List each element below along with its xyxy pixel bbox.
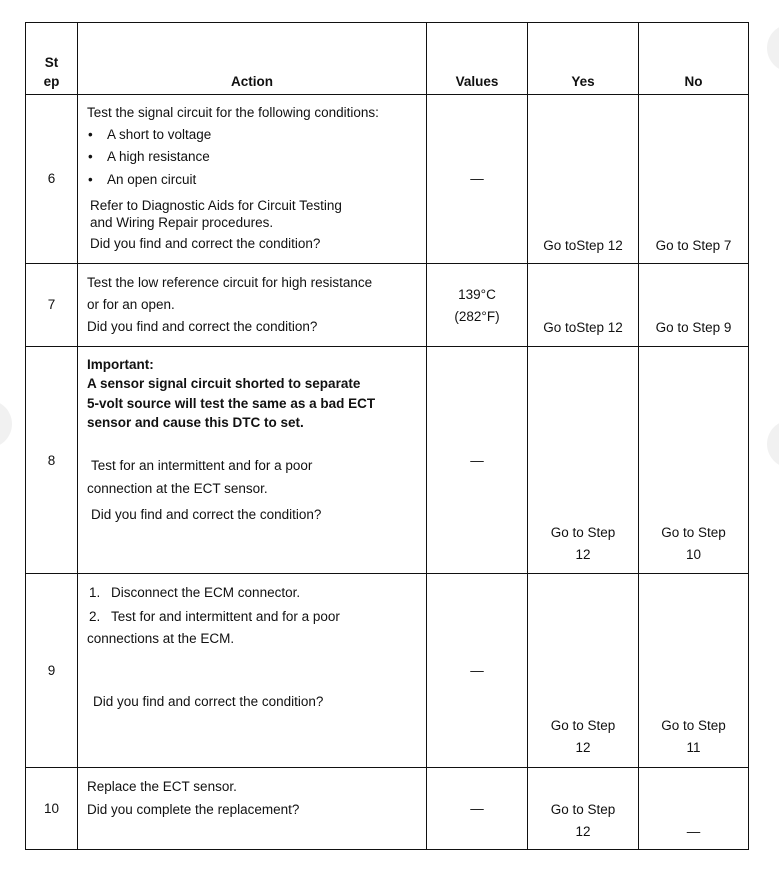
action-text: Test the low reference circuit for high resistance (87, 275, 373, 290)
value-text: — (470, 171, 484, 186)
header-no (639, 23, 749, 95)
important-text: sensor and cause this DTC to set. (87, 415, 304, 430)
list-item: Test for and intermittent and for a poor (111, 609, 340, 624)
action-text: Refer to Diagnostic Aids for Circuit Testing (90, 198, 342, 213)
step-cell (26, 574, 78, 768)
step-number: 9 (47, 663, 56, 678)
no-link[interactable]: Go to Step (661, 525, 726, 540)
action-cell (78, 347, 427, 574)
yes-link-step[interactable]: 12 (575, 547, 591, 562)
table-row (26, 347, 749, 574)
important-text: 5-volt source will test the same as a bad ECT (87, 396, 376, 411)
list-number: 2. (89, 609, 101, 624)
action-question: Did you find and correct the condition? (91, 507, 322, 522)
values-cell (427, 574, 528, 768)
no-cell (639, 768, 749, 850)
header-no-label: No (684, 74, 703, 89)
header-action (78, 23, 427, 95)
action-cell (78, 574, 427, 768)
value-text: (282°F) (454, 309, 500, 324)
value-text: — (470, 453, 484, 468)
action-cell (78, 264, 427, 347)
action-cell (78, 768, 427, 850)
step-cell (26, 95, 78, 264)
action-text: connection at the ECT sensor. (87, 481, 268, 496)
step-number: 7 (47, 297, 56, 312)
list-item: • A short to voltage (107, 126, 211, 143)
no-cell (639, 264, 749, 347)
action-text: connections at the ECM. (87, 631, 235, 646)
list-number: 1. (89, 585, 101, 600)
header-action-label: Action (231, 74, 273, 89)
no-link[interactable]: Go to Step 7 (655, 238, 732, 253)
page-edge-decoration (0, 400, 12, 448)
no-link[interactable]: Go to Step (661, 718, 726, 733)
yes-cell (528, 768, 639, 850)
important-text: A sensor signal circuit shorted to separate (87, 376, 361, 391)
no-cell (639, 347, 749, 574)
page-edge-decoration (767, 420, 779, 468)
step-number: 8 (47, 453, 56, 468)
table-row (26, 768, 749, 850)
action-question: Did you find and correct the condition? (87, 319, 318, 334)
page-edge-decoration (767, 24, 779, 72)
action-text: and Wiring Repair procedures. (90, 215, 274, 230)
no-link[interactable]: Go to Step 9 (655, 320, 732, 335)
values-cell (427, 768, 528, 850)
table-header-row (26, 23, 749, 95)
yes-link[interactable]: Go toStep 12 (543, 238, 623, 253)
action-text: Test for an intermittent and for a poor (91, 458, 313, 473)
action-text: Test the signal circuit for the following conditions: (87, 105, 379, 120)
yes-link-step[interactable]: 12 (575, 824, 591, 839)
list-item: • A high resistance (107, 148, 210, 165)
values-cell (427, 347, 528, 574)
yes-link[interactable]: Go to Step (550, 525, 616, 540)
action-question: Did you find and correct the condition? (90, 236, 321, 251)
header-yes-label: Yes (571, 74, 595, 89)
no-cell (639, 574, 749, 768)
action-cell (78, 95, 427, 264)
header-yes (528, 23, 639, 95)
diagnostic-table (25, 22, 749, 850)
table-row (26, 574, 749, 768)
yes-link-step[interactable]: 12 (575, 740, 591, 755)
step-cell (26, 264, 78, 347)
step-number: 10 (43, 801, 60, 816)
table-row (26, 264, 749, 347)
yes-link[interactable]: Go toStep 12 (543, 320, 623, 335)
value-text: — (470, 663, 484, 678)
no-cell (639, 95, 749, 264)
no-link-step[interactable]: 11 (686, 740, 701, 755)
no-link-step[interactable]: 10 (685, 547, 702, 562)
step-number: 6 (47, 171, 56, 186)
action-question: Did you complete the replacement? (87, 802, 300, 817)
values-cell (427, 95, 528, 264)
yes-cell (528, 95, 639, 264)
value-text: — (470, 801, 484, 816)
important-label: Important: (87, 357, 154, 372)
header-step (26, 23, 78, 95)
yes-cell (528, 574, 639, 768)
yes-link[interactable]: Go to Step (550, 802, 616, 817)
values-cell (427, 264, 528, 347)
value-text: 139°C (458, 287, 496, 302)
header-step-line-1: St (44, 55, 59, 70)
header-values (427, 23, 528, 95)
step-cell (26, 347, 78, 574)
list-item: Disconnect the ECM connector. (111, 585, 301, 600)
yes-cell (528, 264, 639, 347)
step-cell (26, 768, 78, 850)
list-item: • An open circuit (107, 171, 196, 188)
yes-cell (528, 347, 639, 574)
no-value: — (686, 824, 701, 839)
action-question: Did you find and correct the condition? (93, 694, 324, 709)
action-text: Replace the ECT sensor. (87, 779, 237, 794)
table-row (26, 95, 749, 264)
header-step-line-2: ep (43, 74, 60, 89)
action-text: or for an open. (87, 297, 175, 312)
header-values-label: Values (455, 74, 499, 89)
yes-link[interactable]: Go to Step (550, 718, 616, 733)
